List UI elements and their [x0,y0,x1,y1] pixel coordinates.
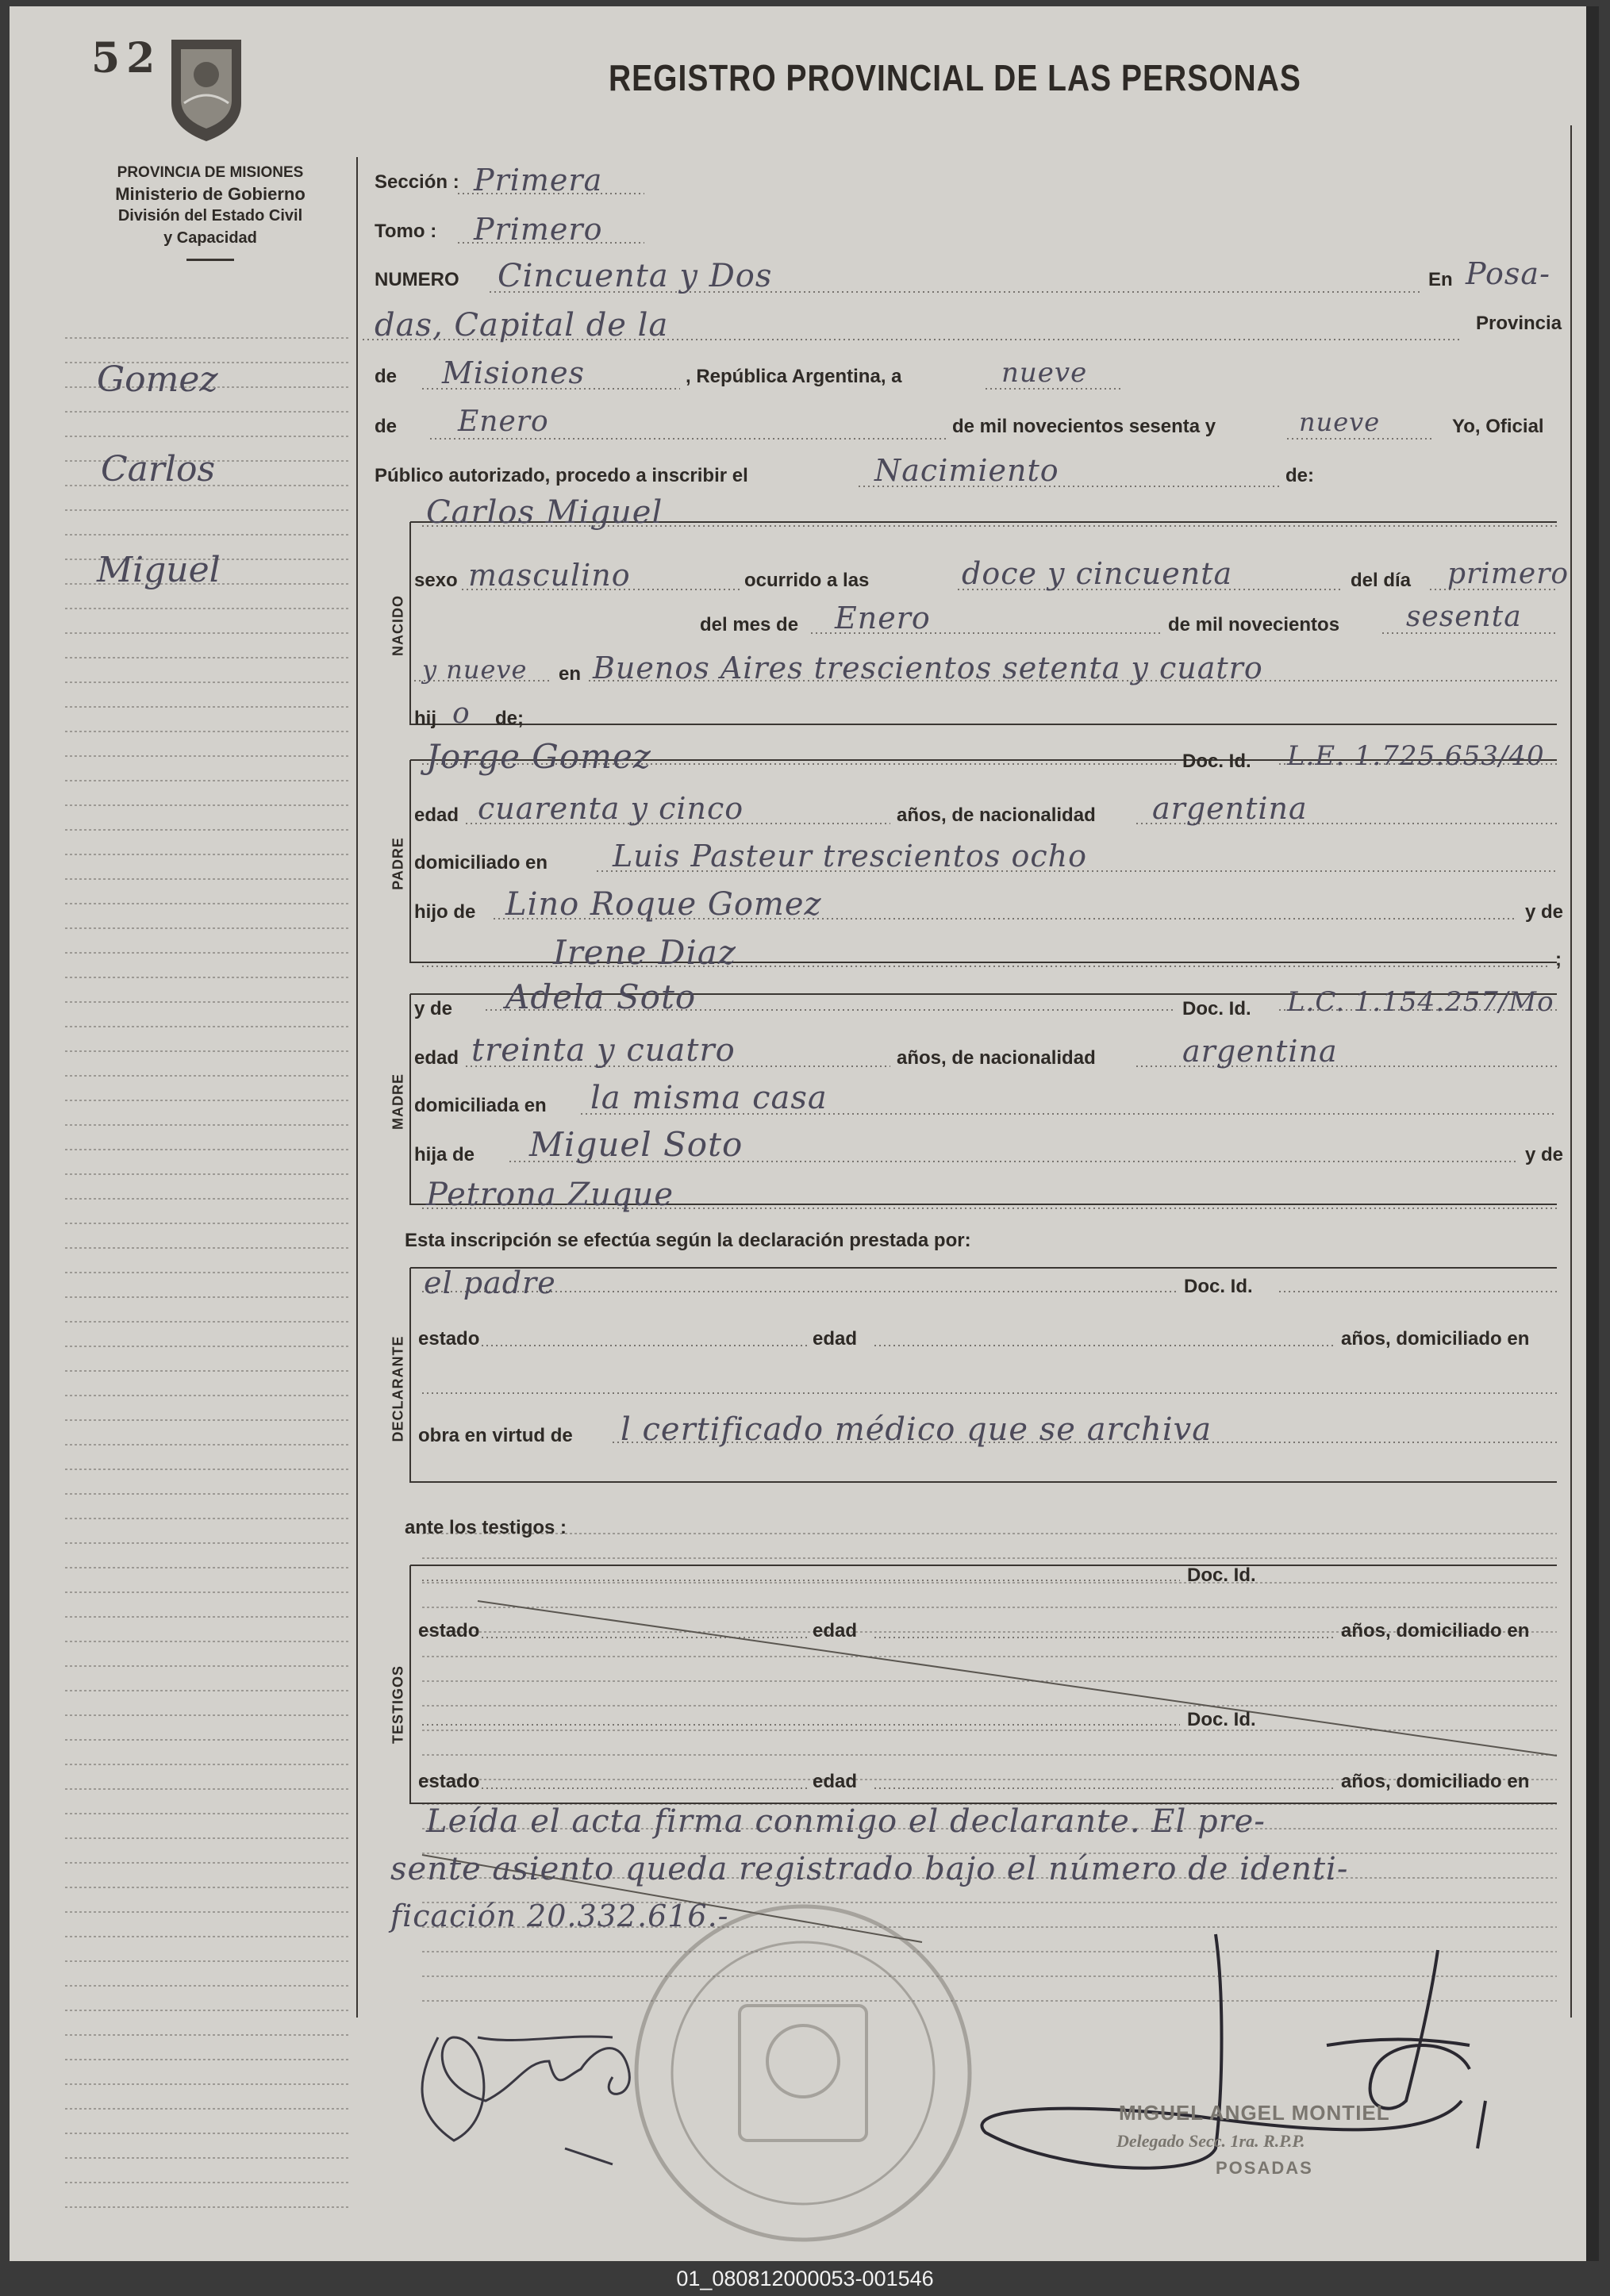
declarante-section-label: DECLARANTE [390,1335,406,1442]
publico-label: Público autorizado, procedo a inscribir el [375,465,748,486]
numero-value: Cincuenta y Dos [498,258,773,294]
mil-label: de mil novecientos [1168,614,1340,635]
act-value: Nacimiento [874,453,1059,488]
de-colon: de: [1285,465,1314,486]
madre-madre-de-value: Petrona Zuque [426,1177,674,1213]
padre-padre-de-value: Lino Roque Gomez [505,886,822,923]
testigo-1-edad-label: edad [813,1620,858,1641]
en-label: En [1428,269,1453,290]
year-value: nueve [1299,407,1381,437]
madre-y-de-label: y de [414,998,453,1019]
padre-domicilio-label: domiciliado en [414,852,548,873]
image-id-caption: 01_080812000053-001546 [676,2267,934,2290]
seccion-label: Sección : [375,171,459,193]
declarante-edad-label: edad [813,1328,858,1350]
hij-label: hij [414,708,436,729]
city-value: das, Capital de la [375,307,669,344]
sexo-value: masculino [468,558,631,593]
closing-line-1: Leída el acta firma conmigo el declarante. El pre- [426,1803,1266,1840]
official-name: MIGUEL ANGEL MONTIEL [1119,2101,1390,2125]
ocurrido-label: ocurrido a las [744,570,870,591]
padre-doc-label: Doc. Id. [1182,751,1251,772]
madre-name: Adela Soto [505,977,697,1016]
official-stamp [636,1906,970,2240]
madre-domicilio-value: la misma casa [590,1080,828,1116]
madre-domicilio-label: domiciliada en [414,1095,547,1116]
declarante-doc-label: Doc. Id. [1184,1276,1253,1297]
office-line-3: División del Estado Civil [117,207,303,225]
sexo-label: sexo [414,570,458,591]
testigo-1-anos-label: años, domiciliado en [1341,1620,1530,1641]
nacido-de-label: de; [495,708,524,729]
testigo-2-anos-label: años, domiciliado en [1341,1771,1530,1792]
office-line-2: Ministerio de Gobierno [115,184,305,204]
testigos-intro: ante los testigos : [405,1517,567,1538]
nacido-section-label: NACIDO [390,595,406,656]
de-label: de [375,366,398,387]
madre-padre-de-value: Miguel Soto [529,1125,744,1164]
madre-hija-label: hija de [414,1144,475,1165]
declarante-obra-value: l certificado médico que se archiva [621,1411,1212,1448]
testigo-2-estado-label: estado [418,1771,480,1792]
testigo-2-edad-label: edad [813,1771,858,1792]
declaracion-intro: Esta inscripción se efectúa según la declaración prestada por: [405,1230,971,1251]
day-value: nueve [1001,357,1088,389]
lugar-value: Buenos Aires trescientos setenta y cuatro [593,651,1263,685]
declarante-name: el padre [424,1265,556,1300]
padre-anos-label: años, de nacionalidad [897,804,1096,826]
stub-name-1: Carlos [101,449,216,490]
province-value: Misiones [442,355,586,390]
mes-value: Enero [835,601,931,635]
official-role: Delegado Secc. 1ra. R.P.P. [1116,2131,1305,2151]
madre-anos-label: años, de nacionalidad [897,1047,1096,1069]
padre-edad-label: edad [414,804,459,826]
hij-value: o [452,697,471,730]
madre-doc-label: Doc. Id. [1182,998,1251,1019]
madre-section-label: MADRE [390,1073,406,1130]
madre-y-de-label-2: y de [1525,1144,1564,1165]
padre-y-de-label: y de [1525,901,1564,923]
padre-section-label: PADRE [390,837,406,890]
mes-label: del mes de [700,614,799,635]
nacido-name: Carlos Miguel [426,494,663,531]
hora-value: doce y cincuenta [962,556,1233,591]
lugar-en-label: en [559,663,582,685]
oficial-label: Yo, Oficial [1452,416,1544,437]
dia-value: primero [1447,558,1570,590]
padre-nacionalidad-value: argentina [1152,791,1308,826]
office-line-1: PROVINCIA DE MISIONES [117,164,304,181]
stub-surname: Gomez [97,359,218,400]
republica-label: , República Argentina, a [686,366,902,387]
declarant-signature [422,2037,629,2164]
testigo-1-estado-label: estado [418,1620,480,1641]
testigo-1-doc-label: Doc. Id. [1187,1565,1256,1586]
padre-hijo-label: hijo de [414,901,476,923]
anio-value-1: sesenta [1406,601,1522,633]
anio-value-2: y nueve [422,655,528,685]
year-label: de mil novecientos sesenta y [952,416,1216,437]
tomo-value: Primero [474,212,603,247]
closing-line-2: sente asiento queda registrado bajo el número de identi- [390,1851,1349,1887]
madre-edad-value: treinta y cuatro [471,1032,736,1069]
tomo-label: Tomo : [375,221,437,242]
padre-domicilio-value: Luis Pasteur trescientos ocho [613,839,1087,873]
padre-madre-de-value: Irene Diaz [553,933,737,972]
stub-name-2: Miguel [97,550,221,590]
official-city: POSADAS [1216,2158,1313,2178]
testigos-section-label: TESTIGOS [390,1665,406,1745]
numero-label: NUMERO [375,269,459,290]
padre-semicolon: ; [1555,949,1562,970]
stub-ruled-lines [65,338,349,2207]
padre-name: Jorge Gomez [426,737,651,776]
book-spine [1586,6,1599,2261]
form-graphics [10,6,1599,2261]
declarante-obra-label: obra en virtud de [418,1425,573,1446]
provincia-label: Provincia [1476,313,1562,334]
province-emblem [171,40,241,141]
madre-edad-label: edad [414,1047,459,1069]
padre-edad-value: cuarenta y cinco [478,791,744,826]
dia-label: del día [1351,570,1412,591]
document-page [10,6,1599,2261]
month-value: Enero [458,405,549,438]
office-divider [186,259,234,261]
page-number: 52 [91,34,162,83]
de-label-2: de [375,416,398,437]
seccion-value: Primera [474,163,603,198]
declarante-estado-label: estado [418,1328,480,1350]
en-value: Posa- [1466,256,1550,291]
office-line-4: y Capacidad [163,229,257,247]
document-title: REGISTRO PROVINCIAL DE LAS PERSONAS [609,58,1301,99]
testigo-2-doc-label: Doc. Id. [1187,1709,1256,1730]
declarante-anos-label: años, domiciliado en [1341,1328,1530,1350]
madre-doc-value: L.C. 1.154.257/Mo [1287,986,1554,1018]
padre-doc-value: L.E. 1.725.653/40 [1287,740,1545,772]
closing-line-3: ficación 20.332.616.- [390,1899,729,1933]
madre-nacionalidad-value: argentina [1182,1034,1338,1069]
